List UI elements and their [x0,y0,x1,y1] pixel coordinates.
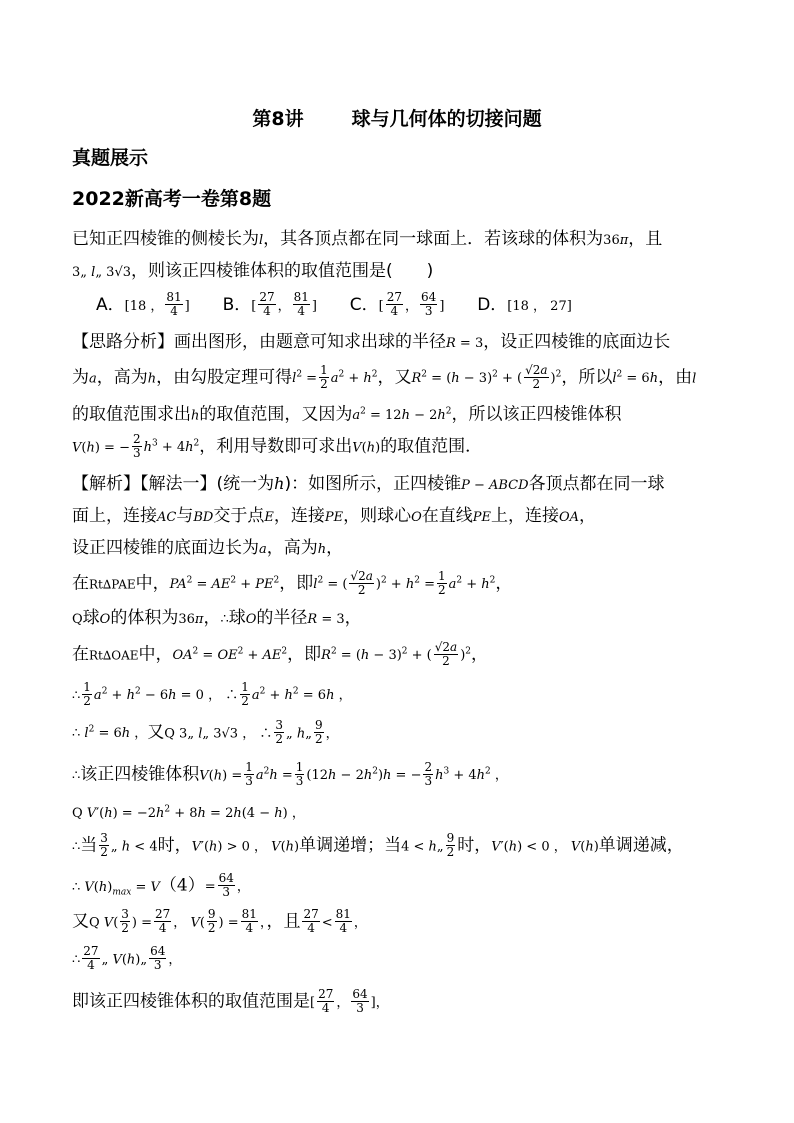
analysis-line-4: V(h) = − $\frac{2}{3}$ $h^3 + 4h^2$，利用导数即可求出V(h)的取值范围． [72,431,483,460]
solution-line-8: ∴ $l^2 = 6h$ ，又Q 3„ l„ 3√3 ， ∴ $\frac{3}{2}$ „ h„ $\frac{9}{2}$ ， [72,717,339,746]
solution-line-2: 面上，连接AC与BD交于点E，连接PE，则球心O在直线PE上，连接OA， [72,506,597,526]
solution-line-4: 在Rt∆PAE中，$PA^2 = AE^2 + PE^2$，即$l^2$ = ( $\frac{√2a}{2}$ )$^2 + h^2$ = $\frac{1}{2}$ $a^2 + h^2$， [72,568,513,597]
page-title [0,104,794,131]
problem-line-1: 已知正四棱锥的侧棱长为l，其各顶点都在同一球面上．若该球的体积为36π，且 [72,229,663,249]
solution-line-1: 【解析】【解法一】(统一为h)：如图所示，正四棱锥P − ABCD各顶点都在同一球 [72,474,665,494]
solution-line-9: ∴该正四棱锥体积V(h) = $\frac{1}{3}$ $a^2h$ = $\frac{1}{3}$ $(12h - 2h^2)h$ = − $\frac{2}{3}$ $h^3 + 4h^2$ ， [72,759,508,788]
solution-line-5: Q球O的体积为36π，∴球O的半径R = 3， [72,608,362,628]
option-b[interactable]: B．[ $\frac{27}{4}$ ， $\frac{81}{4}$ ] [222,290,317,318]
analysis-line-2: 为a，高为h，由勾股定理可得$l^2$ = $\frac{1}{2}$ $a^2 + h^2$，又$R^2 = (h - 3)^2$ + ( $\frac{√2a}{2}$ )$^2$，所以$l^2 = 6h$，由l [72,362,697,391]
solution-line-6: 在Rt∆OAE中，$OA^2 = OE^2 + AE^2$，即$R^2 = (h - 3)^2$ + ( $\frac{√2a}{2}$ )$^2$， [72,639,488,668]
option-a[interactable]: A．[18 ， $\frac{81}{4}$ ] [96,290,190,318]
problem-line-2: 3„ l„ 3√3，则该正四棱锥体积的取值范围是( ) [72,261,434,281]
solution-line-11: ∴当 $\frac{3}{2}$ „ h < 4时，V′(h) > 0 ， V(h)单调递增；当4 < h„ $\frac{9}{2}$ 时，V′(h) < 0 ， V(h)单调递减， [72,831,684,859]
section-heading: 真题展示 [72,147,149,169]
solution-line-3: 设正四棱锥的底面边长为a，高为h， [72,538,344,558]
solution-line-15: 即该正四棱锥体积的取值范围是[ $\frac{27}{4}$ ， $\frac{64}{3}$ ]， [72,987,389,1015]
problem-source: 2022新高考一卷第8题 [72,188,272,210]
lesson-topic: 球与几何体的切接问题 [351,108,542,130]
problem-options [96,291,572,319]
solution-line-13: 又Q V( $\frac{3}{2}$ ) = $\frac{27}{4}$ ， V( $\frac{9}{2}$ ) = $\frac{81}{4}$ ，，且 $\frac{27}{4}$ < $\frac{81}{4}$ ， [72,907,367,935]
option-d[interactable]: D．[18 ， 27] [477,294,572,315]
analysis-line-1: 【思路分析】画出图形，由题意可知求出球的半径R = 3，设正四棱锥的底面边长 [72,332,671,352]
solution-line-14: ∴ $\frac{27}{4}$ „ V(h)„ $\frac{64}{3}$ ， [72,944,182,972]
option-c[interactable]: C．[ $\frac{27}{4}$ ， $\frac{64}{3}$ ] [349,290,445,318]
solution-line-7: ∴ $\frac{1}{2}$ $a^2 + h^2 - 6h = 0$ ， ∴ $\frac{1}{2}$ $a^2 + h^2 = 6h$ ， [72,679,352,708]
solution-line-12: ∴ $V(h)_{max} = V(4)=$ $\frac{64}{3}$ ， [72,871,250,899]
solution-line-10: Q $V'(h) = -2h^2 + 8h = 2h(4 - h)$ ， [72,805,305,822]
analysis-line-3: 的取值范围求出h的取值范围，又因为$a^2 = 12h - 2h^2$，所以该正四棱锥体积 [72,404,622,425]
lesson-number: 第8讲 [252,108,304,130]
